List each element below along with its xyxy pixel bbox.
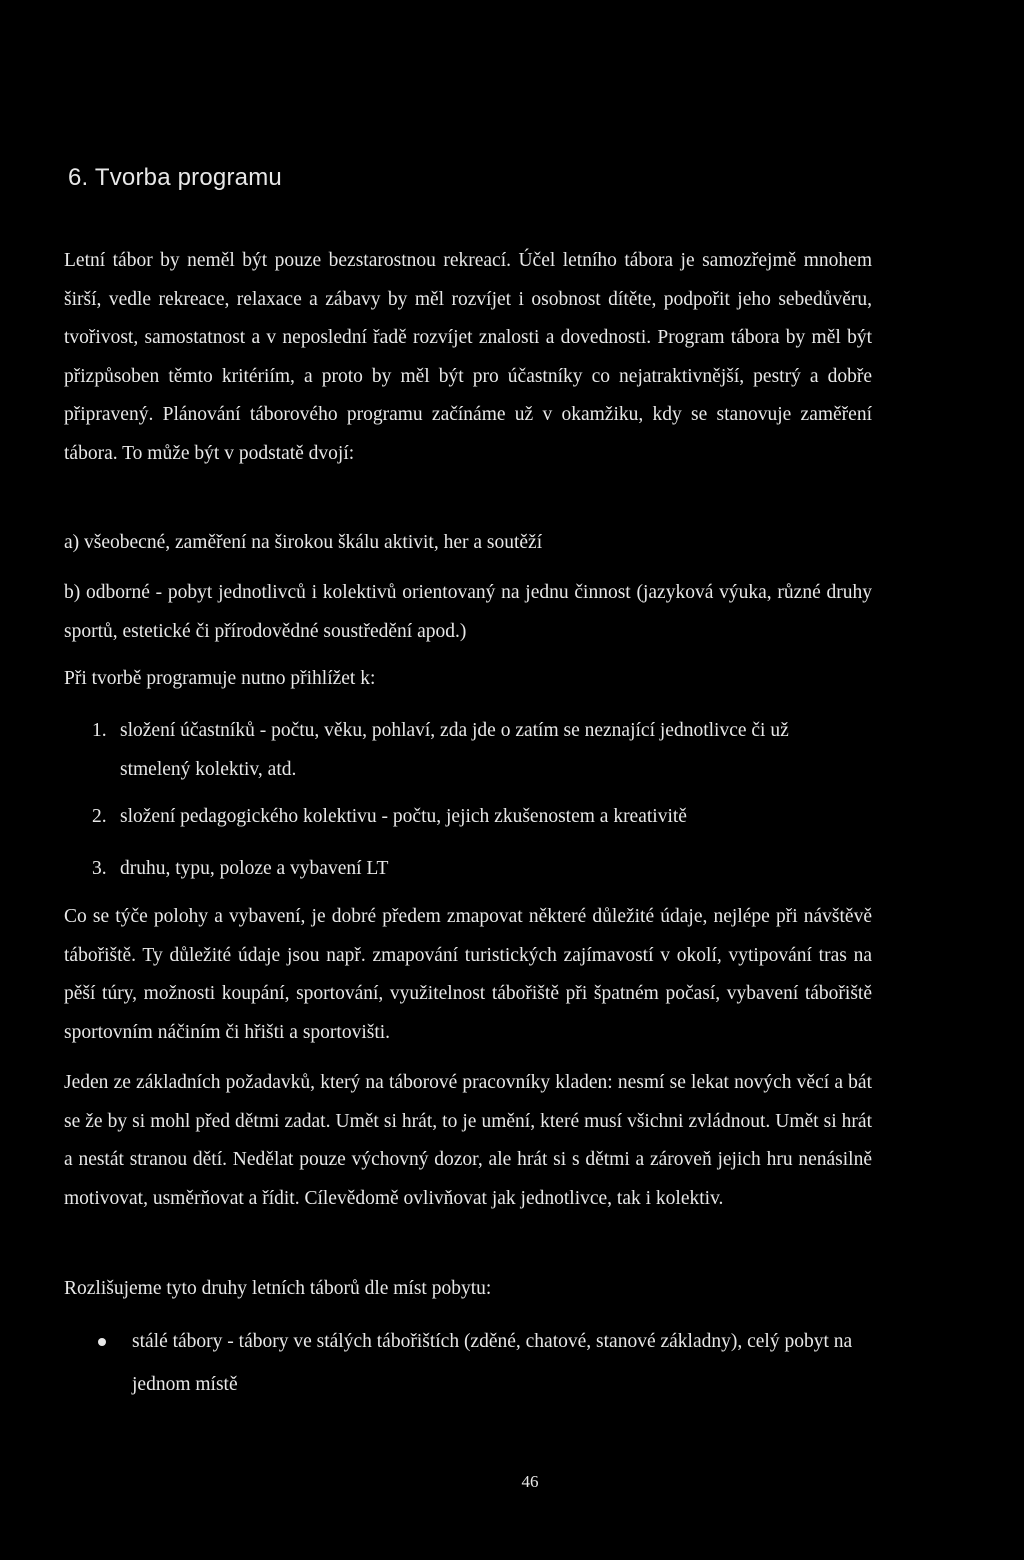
consider-intro-paragraph: Při tvorbě programuje nutno přihlížet k: (64, 668, 376, 689)
bullet-list-item (96, 1320, 856, 1406)
types-intro-paragraph: Rozlišujeme tyto druhy letních táborů dle míst pobytu: (64, 1278, 492, 1299)
numbered-list-item (92, 798, 852, 837)
page-number: 46 (521, 1472, 539, 1491)
list-item-text: složení účastníků - počtu, věku, pohlaví, zda jde o zatím se neznající jednotlivce či už stmelený kolektiv, atd. (120, 720, 789, 780)
list-number: 1. (92, 720, 107, 741)
bullet-icon (96, 1320, 132, 1406)
numbered-list-item (92, 712, 852, 789)
requirements-paragraph: Jeden ze základních požadavků, který na táborové pracovníky kladen: nesmí se lekat nových věcí a bát se že by si mohl před dětmi zadat. Umět si hrát, to je umění, které musí všichni zvládnout. Umět si hrát a nestát stranou dětí. Nedělat pouze výchovný dozor, ale hrát si s dětmi a zároveň jejich hru nenásilně motivovat, usměrňovat a řídit. Cílevědomě ovlivňovat jak jednotlivce, tak i kolektiv. (64, 1072, 872, 1209)
list-item-text: druhu, typu, poloze a vybavení LT (120, 858, 389, 879)
numbered-list-item (92, 850, 852, 889)
option-b-paragraph: b) odborné - pobyt jednotlivců i kolektivů orientovaný na jednu činnost (jazyková výuka, různé druhy sportů, estetické či přírodovědné soustředění apod.) (64, 582, 872, 642)
option-a-paragraph: a) všeobecné, zaměření na širokou škálu aktivit, her a soutěží (64, 532, 543, 553)
list-number: 3. (92, 858, 107, 879)
list-item-text: složení pedagogického kolektivu - počtu, jejich zkušenostem a kreativitě (120, 806, 687, 827)
section-heading: 6. Tvorba programu (68, 164, 282, 191)
location-paragraph: Co se týče polohy a vybavení, je dobré předem zmapovat některé důležité údaje, nejlépe při návštěvě tábořiště. Ty důležité údaje jsou např. zmapování turistických zajímavostí v okolí, vytipování tras na pěší túry, možnosti koupání, sportování, využitelnost tábořiště při špatném počasí, vybavení tábořiště sportovním náčiním či hřišti a sportovišti. (64, 906, 872, 1043)
bullet-item-text: stálé tábory - tábory ve stálých tábořištích (zděné, chatové, stanové základny), celý pobyt na jednom místě (132, 1331, 853, 1395)
list-number: 2. (92, 806, 107, 827)
intro-paragraph: Letní tábor by neměl být pouze bezstarostnou rekreací. Účel letního tábora je samozřejmě mnohem širší, vedle rekreace, relaxace a zábavy by měl rozvíjet i osobnost dítěte, podpořit jeho sebedůvěru, tvořivost, samostatnost a v neposlední řadě rozvíjet znalosti a dovednosti. Program tábora by měl být přizpůsoben těmto kritériím, a proto by měl být pro účastníky co nejatraktivnější, pestrý a dobře připravený. Plánování táborového programu začínáme už v okamžiku, kdy se stanovuje zaměření tábora. To může být v podstatě dvojí: (64, 250, 872, 464)
